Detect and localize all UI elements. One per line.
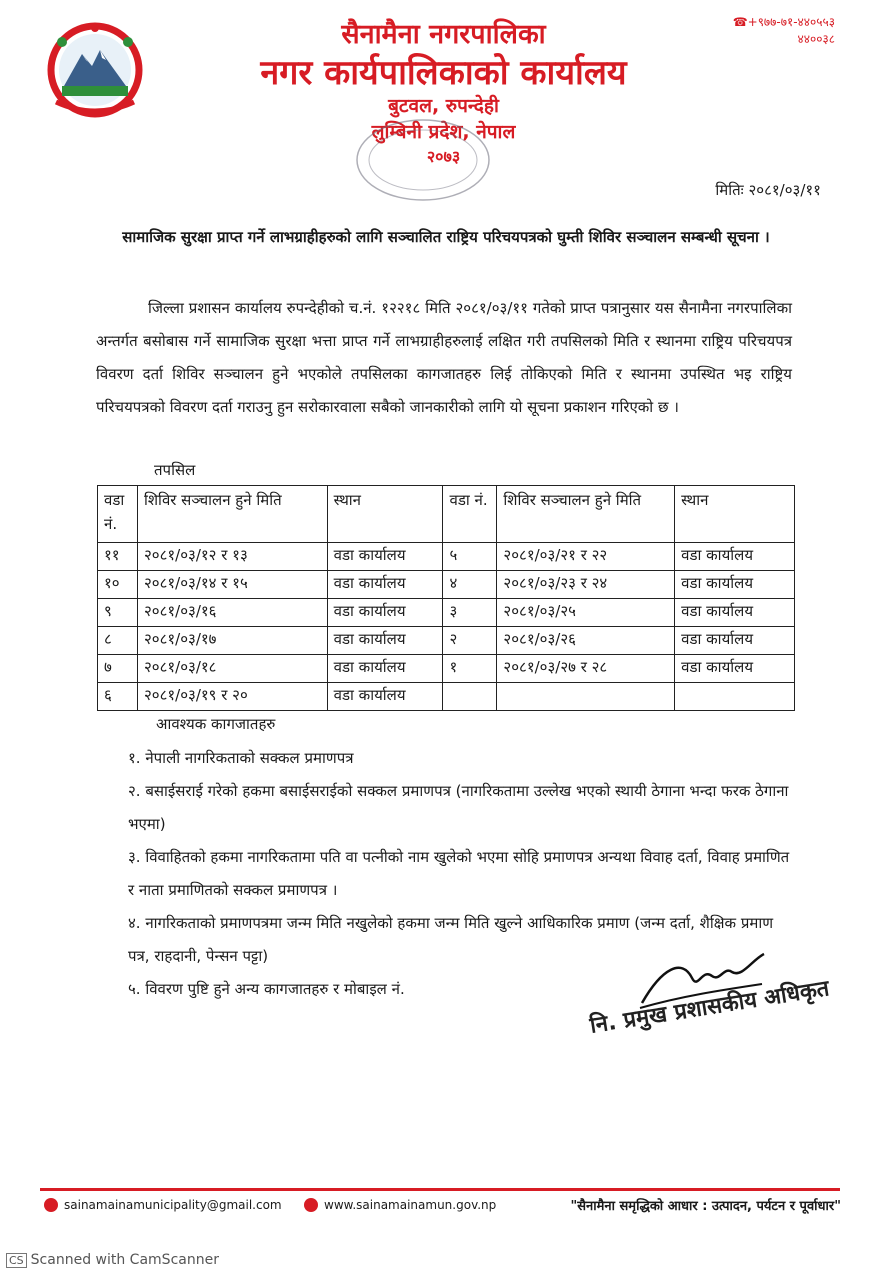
- office-name: नगर कार्यपालिकाको कार्यालय: [260, 53, 627, 93]
- scanner-watermark: [6, 1252, 219, 1268]
- table-cell: वडा कार्यालय: [675, 543, 795, 571]
- header-date: शिविर सञ्चालन हुने मिति: [137, 486, 327, 543]
- table-cell: २०८१/०३/१८: [137, 655, 327, 683]
- website-text: www.sainamainamun.gov.np: [324, 1198, 497, 1212]
- location-district: बुटवल, रुपन्देही: [388, 95, 499, 117]
- phone-contact: [733, 14, 835, 48]
- table-cell: ३: [443, 599, 497, 627]
- list-item: ५. विवरण पुष्टि हुने अन्य कागजातहरु र मोबाइल नं.: [128, 980, 405, 998]
- table-cell: वडा कार्यालय: [327, 543, 443, 571]
- header-ward: वडा नं.: [98, 486, 138, 543]
- header-ward: वडा नं.: [443, 486, 497, 543]
- table-cell: २०८१/०३/२६: [497, 627, 675, 655]
- table-cell: २०८१/०३/१६: [137, 599, 327, 627]
- table-row: [98, 655, 795, 683]
- table-cell: २: [443, 627, 497, 655]
- scanner-text: Scanned with CamScanner: [30, 1252, 219, 1268]
- table-cell: वडा कार्यालय: [675, 571, 795, 599]
- footer-website: [304, 1198, 496, 1212]
- municipality-name: सैनामैना नगरपालिका: [341, 19, 546, 50]
- table-cell: ९: [98, 599, 138, 627]
- table-cell: [443, 683, 497, 711]
- table-cell: वडा कार्यालय: [675, 655, 795, 683]
- table-cell: ८: [98, 627, 138, 655]
- table-cell: वडा कार्यालय: [327, 599, 443, 627]
- established-year: २०७३: [426, 147, 461, 166]
- header-place: स्थान: [675, 486, 795, 543]
- table-cell: वडा कार्यालय: [327, 655, 443, 683]
- phone-line-2: ४४००३८: [797, 32, 835, 46]
- table-cell: २०८१/०३/१४ र १५: [137, 571, 327, 599]
- table-cell: [675, 683, 795, 711]
- table-row: [98, 599, 795, 627]
- documents-heading: आवश्यक कागजातहरु: [156, 715, 276, 733]
- table-cell: २०८१/०३/२५: [497, 599, 675, 627]
- table-cell: १०: [98, 571, 138, 599]
- table-cell: [497, 683, 675, 711]
- table-cell: वडा कार्यालय: [675, 627, 795, 655]
- table-cell: वडा कार्यालय: [327, 627, 443, 655]
- table-cell: वडा कार्यालय: [327, 571, 443, 599]
- notice-subject: सामाजिक सुरक्षा प्राप्त गर्ने लाभग्राहीहरुको लागि सञ्चालित राष्ट्रिय परिचयपत्रको घुम्ती शिविर सञ्चालन सम्बन्धी सूचना ।: [122, 228, 770, 246]
- table-cell: २०८१/०३/२३ र २४: [497, 571, 675, 599]
- schedule-table: [97, 485, 795, 711]
- table-cell: वडा कार्यालय: [327, 683, 443, 711]
- globe-icon: [304, 1198, 318, 1212]
- table-cell: १: [443, 655, 497, 683]
- list-item: ४. नागरिकताको प्रमाणपत्रमा जन्म मिति नखुलेको हकमा जन्म मिति खुल्ने आधिकारिक प्रमाण (जन्म दर्ता, शैक्षिक प्रमाण पत्र, राहदानी, पेन्सन पट्टा): [128, 914, 774, 965]
- table-row: [98, 571, 795, 599]
- table-cell: ४: [443, 571, 497, 599]
- table-cell: २०८१/०३/१२ र १३: [137, 543, 327, 571]
- header-date: शिविर सञ्चालन हुने मिति: [497, 486, 675, 543]
- list-item: ३. विवाहितको हकमा नागरिकतामा पति वा पत्नीको नाम खुलेको भएमा सोहि प्रमाणपत्र अन्यथा विवाह दर्ता, विवाह प्रमाणित र नाता प्रमाणितको सक्कल प्रमाणपत्र ।: [128, 848, 790, 899]
- table-row: [98, 543, 795, 571]
- table-cell: वडा कार्यालय: [675, 599, 795, 627]
- table-cell: २०८१/०३/२७ र २८: [497, 655, 675, 683]
- office-stamp-icon: [348, 110, 498, 210]
- phone-line-1: ☎+९७७-७१-४४०५५३: [732, 15, 835, 29]
- table-cell: २०८१/०३/१९ र २०: [137, 683, 327, 711]
- location-province: लुम्बिनी प्रदेश, नेपाल: [371, 121, 516, 143]
- list-item: २. बसाईसराई गरेको हकमा बसाईसराईको सक्कल प्रमाणपत्र (नागरिकतामा उल्लेख भएको स्थायी ठेगाना भन्दा फरक ठेगाना भएमा): [128, 782, 789, 833]
- table-row: [98, 627, 795, 655]
- table-cell: ७: [98, 655, 138, 683]
- footer-divider: [40, 1188, 840, 1191]
- camscanner-icon: CS: [6, 1253, 27, 1268]
- table-cell: ६: [98, 683, 138, 711]
- footer-motto: "सैनामैना समृद्धिको आधार : उत्पादन, पर्यटन र पूर्वाधार": [570, 1199, 841, 1214]
- table-cell: ११: [98, 543, 138, 571]
- notice-paragraph: जिल्ला प्रशासन कार्यालय रुपन्देहीको च.नं. १२२१८ मिति २०८१/०३/११ गतेको प्राप्त पत्रानुसार यस सैनामैना नगरपालिका अन्तर्गत बसोबास गर्ने सामाजिक सुरक्षा भत्ता प्राप्त गर्ने लाभग्राहीहरुलाई लक्षित गरी तपसिलको मिति र स्थानमा राष्ट्रिय परिचयपत्र विवरण दर्ता शिविर सञ्चालन हुने भएकोले तपसिलका कागजातहरु लिई तोकिएको मिति र स्थानमा उपस्थित भइ राष्ट्रिय परिचयपत्रको विवरण दर्ता गराउनु हुन सरोकारवाला सबैको जानकारीको लागि यो सूचना प्रकाशन गरिएको छ ।: [96, 299, 792, 416]
- table-cell: ५: [443, 543, 497, 571]
- signatory-title: नि. प्रमुख प्रशासकीय अधिकृत: [588, 976, 832, 1039]
- header-place: स्थान: [327, 486, 443, 543]
- footer-email: [44, 1198, 282, 1212]
- table-cell: २०८१/०३/२१ र २२: [497, 543, 675, 571]
- table-row: [98, 683, 795, 711]
- notice-date: मितिः २०८१/०३/११: [715, 181, 821, 199]
- email-icon: [44, 1198, 58, 1212]
- email-text: sainamainamunicipality@gmail.com: [64, 1198, 282, 1212]
- table-header-row: [98, 486, 795, 543]
- table-cell: २०८१/०३/१७: [137, 627, 327, 655]
- list-item: १. नेपाली नागरिकताको सक्कल प्रमाणपत्र: [128, 749, 354, 767]
- schedule-label: तपसिल: [154, 461, 196, 479]
